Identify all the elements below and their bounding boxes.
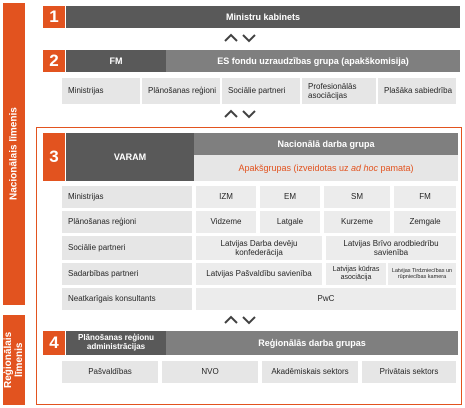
row4-member-2: NVO [162,361,258,383]
eu-funds-monitoring-group-box [166,50,460,72]
step-1-number: 1 [43,6,65,28]
partner-chamber-of-commerce: Latvijas Tirdzniecības un rūpniecības kamera [388,263,456,285]
national-level-text: Nacionālais līmenis [8,107,20,201]
national-level-label [3,3,25,305]
region-kurzeme: Kurzeme [324,211,390,233]
partner-municipalities-union: Latvijas Pašvaldību savienība [196,263,322,285]
ministry-sm: SM [324,186,390,208]
step-2-number: 2 [43,50,65,72]
row3-label-social-partners: Sociālie partneri [62,236,192,260]
step-4-number: 4 [43,331,65,355]
step-3-number: 3 [43,133,65,181]
regional-level-text: Reģionālais līmenis [3,331,25,389]
row3-label-cooperation-partners: Sadarbības partneri [62,263,192,285]
planning-region-admin-label: Plānošanas reģionu administrācijas [77,333,155,351]
row3-label-regions: Plānošanas reģioni [62,211,192,233]
row4-member-1: Pašvaldības [62,361,158,383]
connector-arrows-2 [220,107,260,121]
monitoring-group-title: ES fondu uzraudzības grupa (apakškomisija) [217,56,409,66]
region-vidzeme: Vidzeme [196,211,256,233]
row2-member-2: Plānošanas reģioni [142,78,220,104]
regional-working-groups-box [166,331,458,355]
row4-member-4: Privātais sektors [362,361,456,383]
row3-label-ministries: Ministrijas [62,186,192,208]
subgroups-box [194,155,458,181]
connector-arrows-1 [220,31,260,45]
regional-working-groups-title: Reģionālās darba grupas [258,338,366,348]
region-zemgale: Zemgale [394,211,456,233]
regional-level-label [3,315,25,405]
varam-label: VARAM [113,152,147,162]
planning-region-admin-box [66,331,166,355]
ministry-em: EM [260,186,320,208]
chevron-icon [223,315,257,325]
row3-label-consultant: Neatkarīgais konsultants [62,288,192,310]
cabinet-title: Ministru kabinets [225,12,300,22]
ministry-izm: IZM [196,186,256,208]
ministry-fm: FM [394,186,456,208]
social-partner-employers: Latvijas Darba devēju konfederācija [196,236,322,260]
consultant-pwc: PwC [196,288,456,310]
row4-member-3: Akadēmiskais sektors [262,361,358,383]
row2-member-4: Profesionālās asociācijas [302,78,376,104]
row2-member-1: Ministrijas [62,78,140,104]
row2-member-5: Plašāka sabiedrība [378,78,456,104]
social-partner-unions: Latvijas Brīvo arodbiedrību savienība [326,236,456,260]
national-working-group-title: Nacionālā darba grupa [277,139,375,149]
cabinet-of-ministers-box [66,6,460,28]
partner-peat-association: Latvijas kūdras asociācija [326,263,386,285]
region-latgale: Latgale [260,211,320,233]
connector-arrows-3 [220,313,260,327]
subgroups-label: Apakšgrupas (izveidotas uz ad hoc pamata) [238,163,414,173]
chevron-icon [223,33,257,43]
fm-label: FM [109,56,123,66]
row2-member-3: Sociālie partneri [222,78,300,104]
varam-box [66,133,194,181]
chevron-icon [223,109,257,119]
national-working-group-box [194,133,458,155]
fm-box [66,50,166,72]
